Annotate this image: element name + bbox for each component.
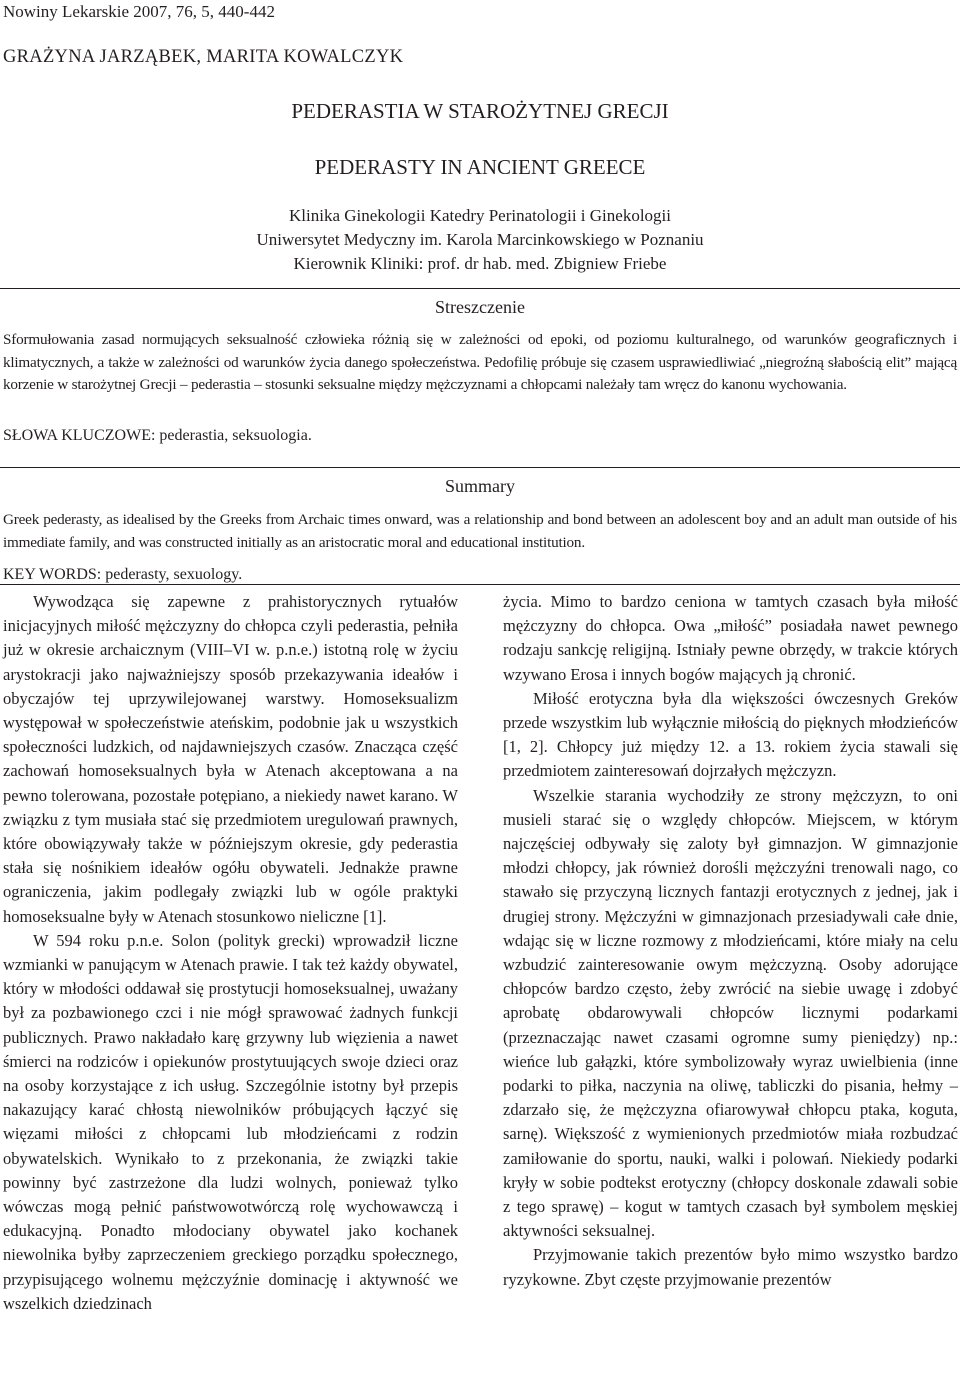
body-paragraph: W 594 roku p.n.e. Solon (polityk grecki) wprowadził liczne wzmianki w panującym w Atenach prawie. I tak też każdy obywatel, który w młodości oddawał się prostytucji homoseksualnej, uważany był za pozbawionego czci i nie mógł sprawować żadnych funkcji publicznych. Prawo nakładało karę grzywny lub więzienia a nawet śmierci na rodziców i opiekunów prostytuujących swoje dzieci oraz na osoby korzystające z ich usług. Szczególnie istotny był przepis nakazujący karać chłostą niewolników próbujących łączyć się więzami miłości z chłopcami lub młodzieńcami z rodzin obywatelskich. Wynikało to z przekonania, że związki takie powinny być zastrzeżone dla ludzi wolnych, ponieważ tylko wówczas mogą pełnić państwowotwórczą rolę wychowawczą i edukacyjną. Ponadto młodociany obywatel jako kochanek niewolnika byłby zaprzeczeniem greckiego porządku społecznego, przypisującego wolnemu mężczyźnie dominację i aktywność we wszelkich dziedzinach bbox=[3, 930, 458, 1313]
journal-citation: Nowiny Lekarskie 2007, 76, 5, 440-442 bbox=[3, 2, 275, 21]
body-paragraph: Wszelkie starania wychodziły ze strony mężczyzn, to oni musieli starać się o względy chłopców. Miejscem, w którym najczęściej odbywały się zaloty był gimnazjon. W gimnazjonie młodzi chłopcy, jak również dorośli mężczyźni trenowali nago, co stawało się przyczyną licznych fantazji erotycznych z jednej, jak i drugiej strony. Mężczyźni w gimnazjonach przesiadywali całe dnie, wdając się w liczne rozmowy z młodzieńcami, które miały na celu wzbudzić zainteresowanie owym mężczyzną. Osoby adorujące chłopców bardzo często, żeby zwrócić na siebie uwagę i zdobyć aprobatę obdarowywali chłopców licznymi podarkami (przeznaczając nawet czasami ogromne sumy pieniędzy) np.: wieńce lub gałązki, które symbolizowały wyraz uwielbienia (inne podarki to piłka, naczynia na oliwę, tabliczki do pisania, hełmy – zdarzało się, że mężczyzna ofiarowywał chłopcu ptaka, koguta, sarnę). Większość z wymienionych przedmiotów miała rozbudzać zamiłowanie do sportu, nauki, walki i polowań. Niekiedy podarki kryły w sobie podtekst erotyczny (chłopcy doskonale zdawali sobie z tego sprawę) – kogut w tamtych czasach był symbolem męskiej aktywności seksualnej. bbox=[503, 785, 958, 1241]
body-paragraph: Miłość erotyczna była dla większości ówczesnych Greków przede wszystkim lub wyłącznie miłością do pięknych młodzieńców [1, 2]. Chłopcy już między 12. a 13. rokiem życia stawali się przedmiotem zainteresowań dojrzałych mężczyzn. bbox=[503, 688, 958, 781]
body-paragraph: Przyjmowanie takich prezentów było mimo wszystko bardzo ryzykowne. Zbyt częste przyjmowanie prezentów bbox=[503, 1245, 958, 1289]
divider bbox=[0, 584, 960, 585]
keywords-pl: SŁOWA KLUCZOWE: pederastia, seksuologia. bbox=[3, 427, 312, 444]
affiliation-line: Uniwersytet Medyczny im. Karola Marcinkowskiego w Poznaniu bbox=[256, 230, 704, 249]
body-paragraph: życia. Mimo to bardzo ceniona w tamtych czasach była miłość mężczyzny do chłopca. Owa „miłość” posiadała nawet pewnego rodzaju sankcję religijną. Istniały pewne obrzędy, w trakcie których wzywano Erosa i innych bogów mających ją chronić. bbox=[503, 592, 958, 684]
affiliation bbox=[0, 204, 960, 276]
abstract-en-text: Greek pederasty, as idealised by the Greeks from Archaic times onward, was a relationship and bond between an adolescent boy and an adult man outside of his immediate family, and was constructed initially as an aristocratic moral and educational institution. bbox=[3, 511, 957, 551]
body-paragraph: Wywodząca się zapewne z prahistorycznych rytuałów inicjacyjnych miłość mężczyzny do chłopca czyli pederastia, pełniła już w okresie archaicznym (VIII–VI w. p.n.e.) istotną rolę w życiu arystokracji jako najważniejszy sposób przekazywania ideałów i obyczajów tej uprzywilejowanej warstwy. Homoseksualizm występował w społeczeństwie ateńskim, podobnie jak u wszystkich społeczności ludzkich, od najdawniejszych czasów. Znacząca część zachowań homoseksualnych była w Atenach akceptowana a na pewno tolerowana, pozostałe potępiano, a niekiedy nawet karano. W związku z tym musiała stać się przedmiotem uregulowań prawnych, które obowiązywały także w późniejszym okresie, gdy pederastia stała się nośnikiem ideałów ogółu obywateli. Jednakże prawne ograniczenia, jakim podlegały związki lub w ogóle praktyki homoseksualne były w Atenach stosunkowo nieliczne [1]. bbox=[3, 592, 458, 926]
body-column-right bbox=[503, 590, 958, 1292]
keywords-en: KEY WORDS: pederasty, sexuology. bbox=[3, 566, 243, 583]
abstract-pl-heading: Streszczenie bbox=[435, 297, 525, 317]
divider bbox=[0, 288, 960, 289]
title-polish: PEDERASTIA W STAROŻYTNEJ GRECJI bbox=[291, 99, 669, 123]
abstract-pl-text: Sformułowania zasad normujących seksualność człowieka różnią się w zależności od epoki, od poziomu kulturalnego, od warunków geograficznych i klimatycznych, a także w zależności od warunków życia danego społeczeństwa. Pedofilię próbuje się czasem usprawiedliwiać „niegroźną słabością elit” mającą korzenie w starożytnej Grecji – pederastia – stosunki seksualne między mężczyznami a chłopcami należały tam wręcz do kanonu wychowania. bbox=[3, 331, 957, 393]
body-column-left bbox=[3, 590, 458, 1316]
authors: GRAŻYNA JARZĄBEK, MARITA KOWALCZYK bbox=[3, 47, 404, 67]
title-english: PEDERASTY IN ANCIENT GREECE bbox=[314, 155, 646, 179]
divider bbox=[0, 467, 960, 468]
affiliation-line: Kierownik Kliniki: prof. dr hab. med. Zbigniew Friebe bbox=[293, 254, 667, 273]
abstract-en-heading: Summary bbox=[445, 476, 515, 496]
affiliation-line: Klinika Ginekologii Katedry Perinatologii i Ginekologii bbox=[289, 206, 671, 225]
